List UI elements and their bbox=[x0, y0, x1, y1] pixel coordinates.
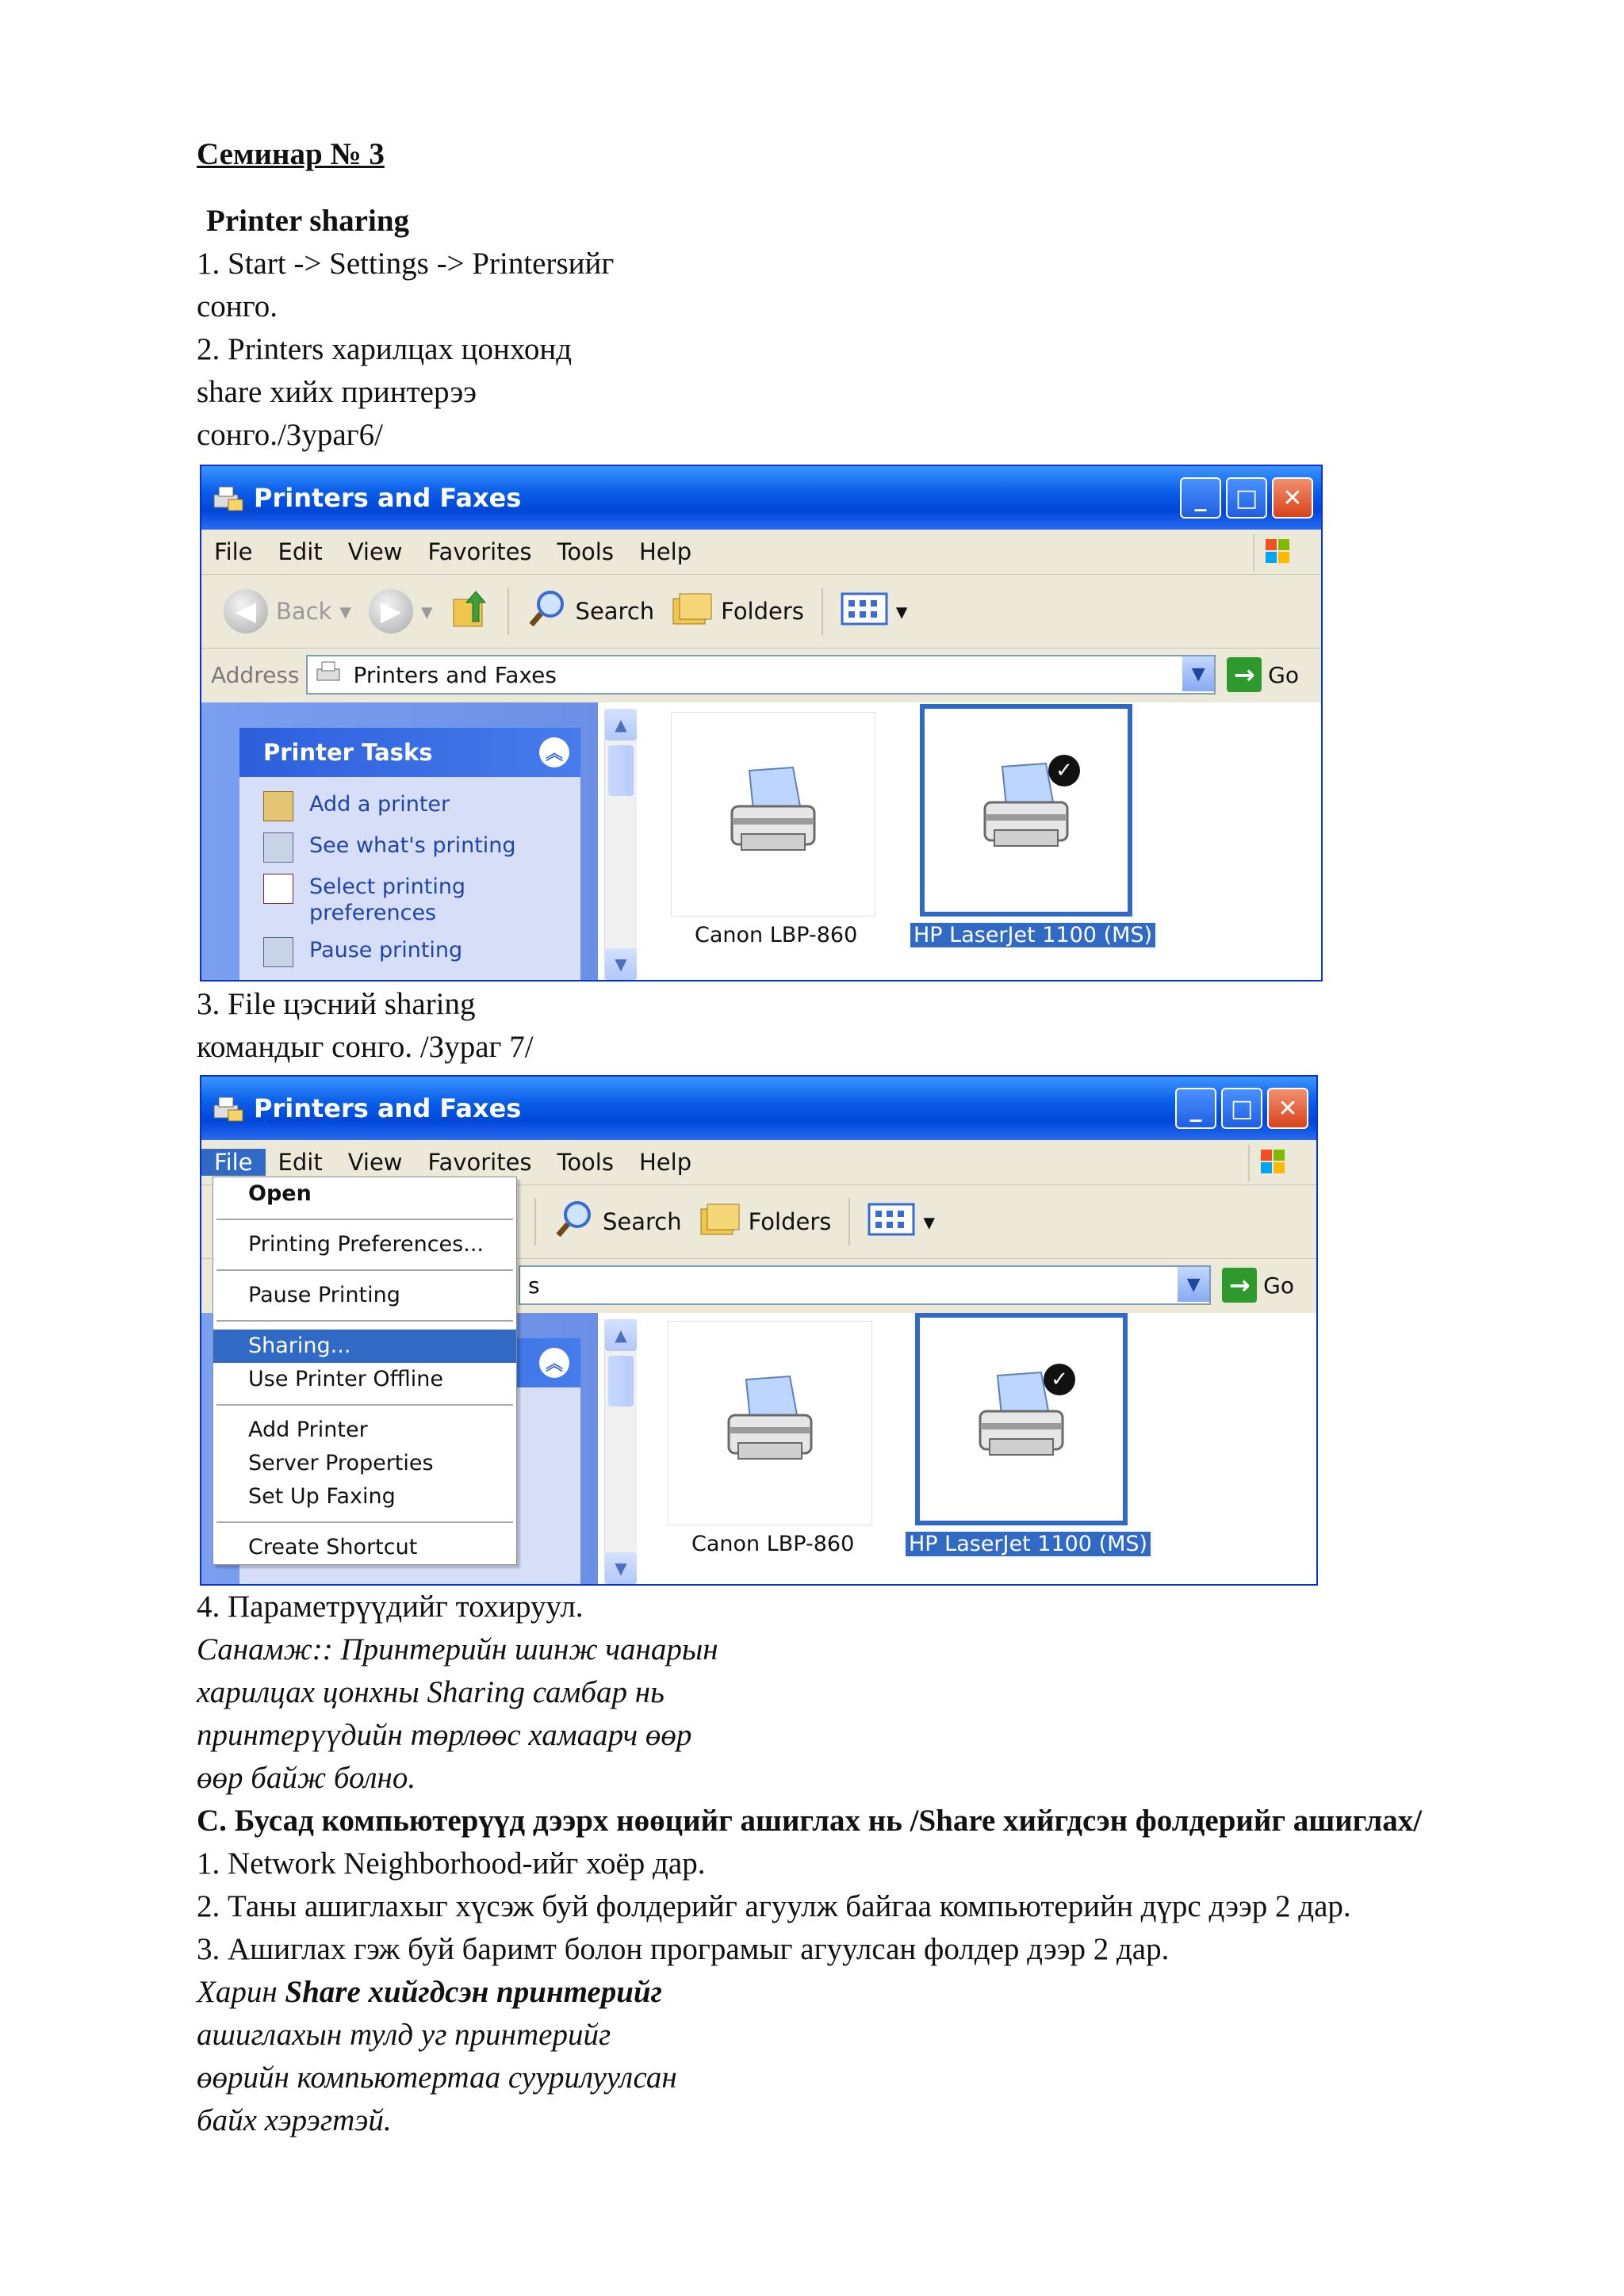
printer-canon-icon[interactable] bbox=[671, 712, 875, 916]
printer-label: Canon LBP-860 bbox=[695, 923, 858, 947]
menu-separator bbox=[216, 1320, 513, 1322]
menu-edit[interactable]: Edit bbox=[278, 538, 323, 565]
close-button[interactable]: ✕ bbox=[1272, 477, 1313, 519]
step-1-line-1: 1. Start -> Settings -> Printersийг bbox=[197, 247, 615, 281]
c-step-2: 2. Таны ашиглахыг хүсэж буй фолдерийг агуулж байгаа компьютерийн дүрс дээр 2 дар. bbox=[197, 1889, 1351, 1923]
task-label: See what's printing bbox=[309, 833, 516, 858]
step-3-line-2: командыг сонго. /Зураг 7/ bbox=[197, 1030, 534, 1064]
menu-file-open[interactable]: File bbox=[201, 1149, 266, 1176]
search-button[interactable] bbox=[553, 1199, 682, 1246]
menu-bar bbox=[201, 530, 1321, 575]
task-label: Select printing preferences bbox=[309, 874, 466, 925]
printer-tasks-panel bbox=[239, 728, 580, 982]
maximize-button[interactable]: □ bbox=[1221, 1088, 1262, 1129]
printer-canon-icon[interactable] bbox=[668, 1321, 872, 1525]
printers-folder-icon bbox=[213, 484, 244, 512]
address-dropdown-icon[interactable]: ▼ bbox=[1178, 1267, 1209, 1302]
toolbar-separator bbox=[848, 1198, 850, 1246]
tip-line-4: байх хэрэгтэй. bbox=[197, 2103, 392, 2137]
search-button[interactable] bbox=[527, 588, 655, 635]
note-line-2: харилцах цонхны Sharing самбар нь bbox=[197, 1675, 665, 1709]
folders-label: Folders bbox=[748, 1208, 832, 1235]
folders-button[interactable] bbox=[699, 1201, 832, 1243]
search-icon bbox=[553, 1199, 595, 1246]
step-2-line-1: 2. Printers харилцах цонхонд bbox=[197, 332, 573, 366]
tasks-pane bbox=[201, 702, 598, 980]
folders-button[interactable] bbox=[672, 591, 804, 633]
window-titlebar[interactable] bbox=[201, 1077, 1316, 1140]
tip-line-1-start: Харин bbox=[197, 1975, 285, 2009]
printer-label-selected: HP LaserJet 1100 (MS) bbox=[906, 1532, 1151, 1556]
printers-folder-icon bbox=[213, 1094, 244, 1123]
menu-separator bbox=[216, 1404, 513, 1406]
c-step-3: 3. Ашиглах гэж буй баримт болон програмыг агуулсан фолдер дээр 2 дар. bbox=[197, 1932, 1170, 1966]
address-field[interactable] bbox=[306, 655, 1216, 695]
add-printer-icon bbox=[263, 791, 293, 821]
tip-line-1-bold: Share хийгдсэн принтерийг bbox=[285, 1975, 663, 2009]
address-value-fragment: s bbox=[528, 1272, 540, 1299]
menu-separator bbox=[216, 1219, 513, 1220]
document-step-3 bbox=[197, 983, 1434, 1069]
address-dropdown-icon[interactable]: ▼ bbox=[1182, 656, 1214, 691]
go-arrow-icon: → bbox=[1227, 657, 1262, 692]
up-folder-button[interactable] bbox=[450, 587, 490, 637]
menu-favorites[interactable]: Favorites bbox=[427, 1149, 532, 1176]
printer-label-selected: HP LaserJet 1100 (MS) bbox=[910, 923, 1155, 947]
scroll-up-icon[interactable]: ▲ bbox=[605, 1319, 637, 1351]
go-button[interactable] bbox=[1222, 1268, 1294, 1303]
document-step-4 bbox=[197, 1586, 1434, 2142]
menu-separator bbox=[216, 1521, 513, 1523]
step-2-line-2: share хийх принтерээ bbox=[197, 375, 477, 409]
menu-tools[interactable]: Tools bbox=[557, 1149, 614, 1176]
search-icon bbox=[527, 588, 568, 635]
forward-arrow-icon: ▶ bbox=[369, 589, 413, 633]
window-titlebar[interactable] bbox=[201, 466, 1321, 530]
content-area bbox=[201, 702, 1321, 980]
step-4: 4. Параметрүүдийг тохируул. bbox=[197, 1590, 584, 1624]
views-button[interactable]: ▾ bbox=[841, 591, 908, 633]
search-label: Search bbox=[603, 1208, 682, 1235]
page-title: Семинар № 3 bbox=[197, 137, 385, 171]
printers-folder-icon bbox=[316, 660, 346, 691]
menu-tools[interactable]: Tools bbox=[557, 538, 614, 565]
minimize-button[interactable]: _ bbox=[1180, 477, 1221, 519]
go-arrow-icon: → bbox=[1222, 1268, 1257, 1303]
menu-favorites[interactable]: Favorites bbox=[427, 538, 532, 565]
scroll-thumb[interactable] bbox=[608, 745, 634, 796]
menu-item-sharing[interactable]: Sharing... bbox=[213, 1330, 516, 1363]
vertical-scrollbar[interactable] bbox=[604, 709, 637, 980]
menu-separator bbox=[216, 1269, 513, 1271]
address-bar bbox=[201, 649, 1321, 701]
menu-file[interactable]: File bbox=[214, 538, 253, 565]
scroll-down-icon[interactable]: ▼ bbox=[605, 1552, 637, 1584]
printer-tasks-title: Printer Tasks bbox=[263, 739, 433, 766]
go-label: Go bbox=[1268, 661, 1299, 688]
views-icon bbox=[841, 591, 888, 633]
printer-hp-selected[interactable] bbox=[920, 704, 1132, 916]
windows-logo-icon bbox=[1248, 1145, 1293, 1181]
default-printer-check-icon: ✓ bbox=[1044, 1364, 1075, 1395]
note-line-3: принтерүүдийн төрлөөс хамаарч өөр bbox=[197, 1718, 692, 1752]
menu-help[interactable]: Help bbox=[638, 538, 692, 565]
address-field[interactable] bbox=[519, 1265, 1211, 1305]
menu-item-add-printer[interactable]: Add Printer bbox=[248, 1418, 368, 1442]
file-menu-dropdown bbox=[213, 1177, 517, 1565]
folders-label: Folders bbox=[721, 598, 804, 625]
up-folder-icon bbox=[450, 587, 490, 637]
menu-view[interactable]: View bbox=[347, 1149, 403, 1176]
task-add-printer[interactable] bbox=[263, 791, 580, 821]
print-queue-icon bbox=[263, 832, 293, 863]
window-title: Printers and Faxes bbox=[254, 483, 522, 513]
back-arrow-icon: ◀ bbox=[224, 589, 268, 633]
task-label: Pause printing bbox=[309, 938, 463, 962]
tip-line-3: өөрийн компьютертаа суурилуулсан bbox=[197, 2061, 677, 2095]
printers-window-figure-7 bbox=[200, 1075, 1318, 1586]
vertical-scrollbar[interactable] bbox=[604, 1319, 637, 1584]
minimize-button[interactable]: _ bbox=[1175, 1088, 1216, 1129]
c-step-1: 1. Network Neighborhood-ийг хоёр дар. bbox=[197, 1846, 706, 1881]
address-value: Printers and Faxes bbox=[353, 661, 557, 688]
menu-view[interactable]: View bbox=[347, 538, 403, 565]
document-body bbox=[197, 127, 1434, 457]
section-c-heading: С. Бусад компьютерүүд дээрх нөөцийг ашиглах нь /Share хийгдсэн фолдерийг ашиглах/ bbox=[197, 1804, 1423, 1838]
views-button[interactable]: ▾ bbox=[868, 1201, 935, 1243]
menu-item-open[interactable]: Open bbox=[248, 1181, 312, 1206]
toolbar bbox=[201, 575, 1321, 649]
menu-item-printing-preferences[interactable]: Printing Preferences... bbox=[248, 1232, 484, 1257]
toolbar-separator bbox=[822, 587, 823, 635]
default-printer-check-icon: ✓ bbox=[1048, 755, 1080, 786]
printers-window-figure-6 bbox=[200, 465, 1323, 982]
folders-icon bbox=[672, 591, 713, 633]
collapse-chevron-icon[interactable]: ︽ bbox=[539, 737, 569, 767]
folders-icon bbox=[699, 1201, 741, 1243]
toolbar-separator bbox=[508, 587, 509, 635]
menu-item-server-properties[interactable]: Server Properties bbox=[248, 1451, 434, 1475]
step-1-line-2: сонго. bbox=[197, 289, 278, 323]
search-label: Search bbox=[575, 598, 655, 625]
windows-logo-icon bbox=[1253, 534, 1297, 571]
toolbar-separator bbox=[534, 1198, 536, 1246]
menu-item-pause-printing[interactable]: Pause Printing bbox=[248, 1283, 400, 1307]
step-3-line-1: 3. File цэсний sharing bbox=[197, 987, 476, 1021]
views-icon bbox=[868, 1201, 915, 1243]
scroll-up-icon[interactable]: ▲ bbox=[605, 709, 637, 740]
collapse-chevron-icon[interactable]: ︽ bbox=[539, 1348, 569, 1378]
preferences-icon bbox=[263, 874, 293, 904]
menu-item-set-up-faxing[interactable]: Set Up Faxing bbox=[248, 1484, 396, 1509]
section-heading: Printer sharing bbox=[206, 204, 410, 238]
go-button[interactable] bbox=[1227, 657, 1299, 692]
task-see-printing[interactable] bbox=[263, 832, 580, 863]
task-pause-printing[interactable] bbox=[263, 937, 580, 967]
task-list bbox=[239, 777, 580, 967]
note-line-4: өөр байж болно. bbox=[197, 1761, 416, 1795]
task-label: Add a printer bbox=[309, 792, 450, 817]
window-title: Printers and Faxes bbox=[254, 1093, 522, 1123]
scroll-down-icon[interactable]: ▼ bbox=[605, 948, 637, 980]
tip-line-2: ашиглахын тулд уг принтерийг bbox=[197, 2018, 611, 2052]
menu-help[interactable]: Help bbox=[638, 1149, 692, 1176]
task-printing-preferences[interactable] bbox=[263, 874, 580, 926]
address-label: Address bbox=[211, 661, 300, 688]
menu-item-use-printer-offline[interactable]: Use Printer Offline bbox=[248, 1367, 444, 1391]
menu-edit[interactable]: Edit bbox=[278, 1149, 323, 1176]
go-label: Go bbox=[1263, 1272, 1294, 1299]
printer-label: Canon LBP-860 bbox=[691, 1532, 855, 1556]
maximize-button[interactable]: □ bbox=[1226, 477, 1267, 519]
step-2-line-3: сонго./Зураг6/ bbox=[197, 418, 383, 452]
back-label: Back bbox=[276, 598, 332, 625]
menu-item-create-shortcut[interactable]: Create Shortcut bbox=[248, 1535, 418, 1559]
scroll-thumb[interactable] bbox=[608, 1356, 634, 1406]
printer-tasks-header[interactable] bbox=[239, 728, 580, 777]
note-line-1: Санамж:: Принтерийн шинж чанарын bbox=[197, 1632, 718, 1667]
printer-hp-selected[interactable] bbox=[915, 1313, 1128, 1525]
pause-printer-icon bbox=[263, 937, 293, 967]
back-button[interactable]: ◀ Back ▾ bbox=[224, 589, 351, 633]
tip-line-1 bbox=[197, 1971, 1434, 2014]
forward-button[interactable]: ▶ ▾ bbox=[369, 589, 433, 633]
close-button[interactable]: ✕ bbox=[1267, 1088, 1308, 1129]
